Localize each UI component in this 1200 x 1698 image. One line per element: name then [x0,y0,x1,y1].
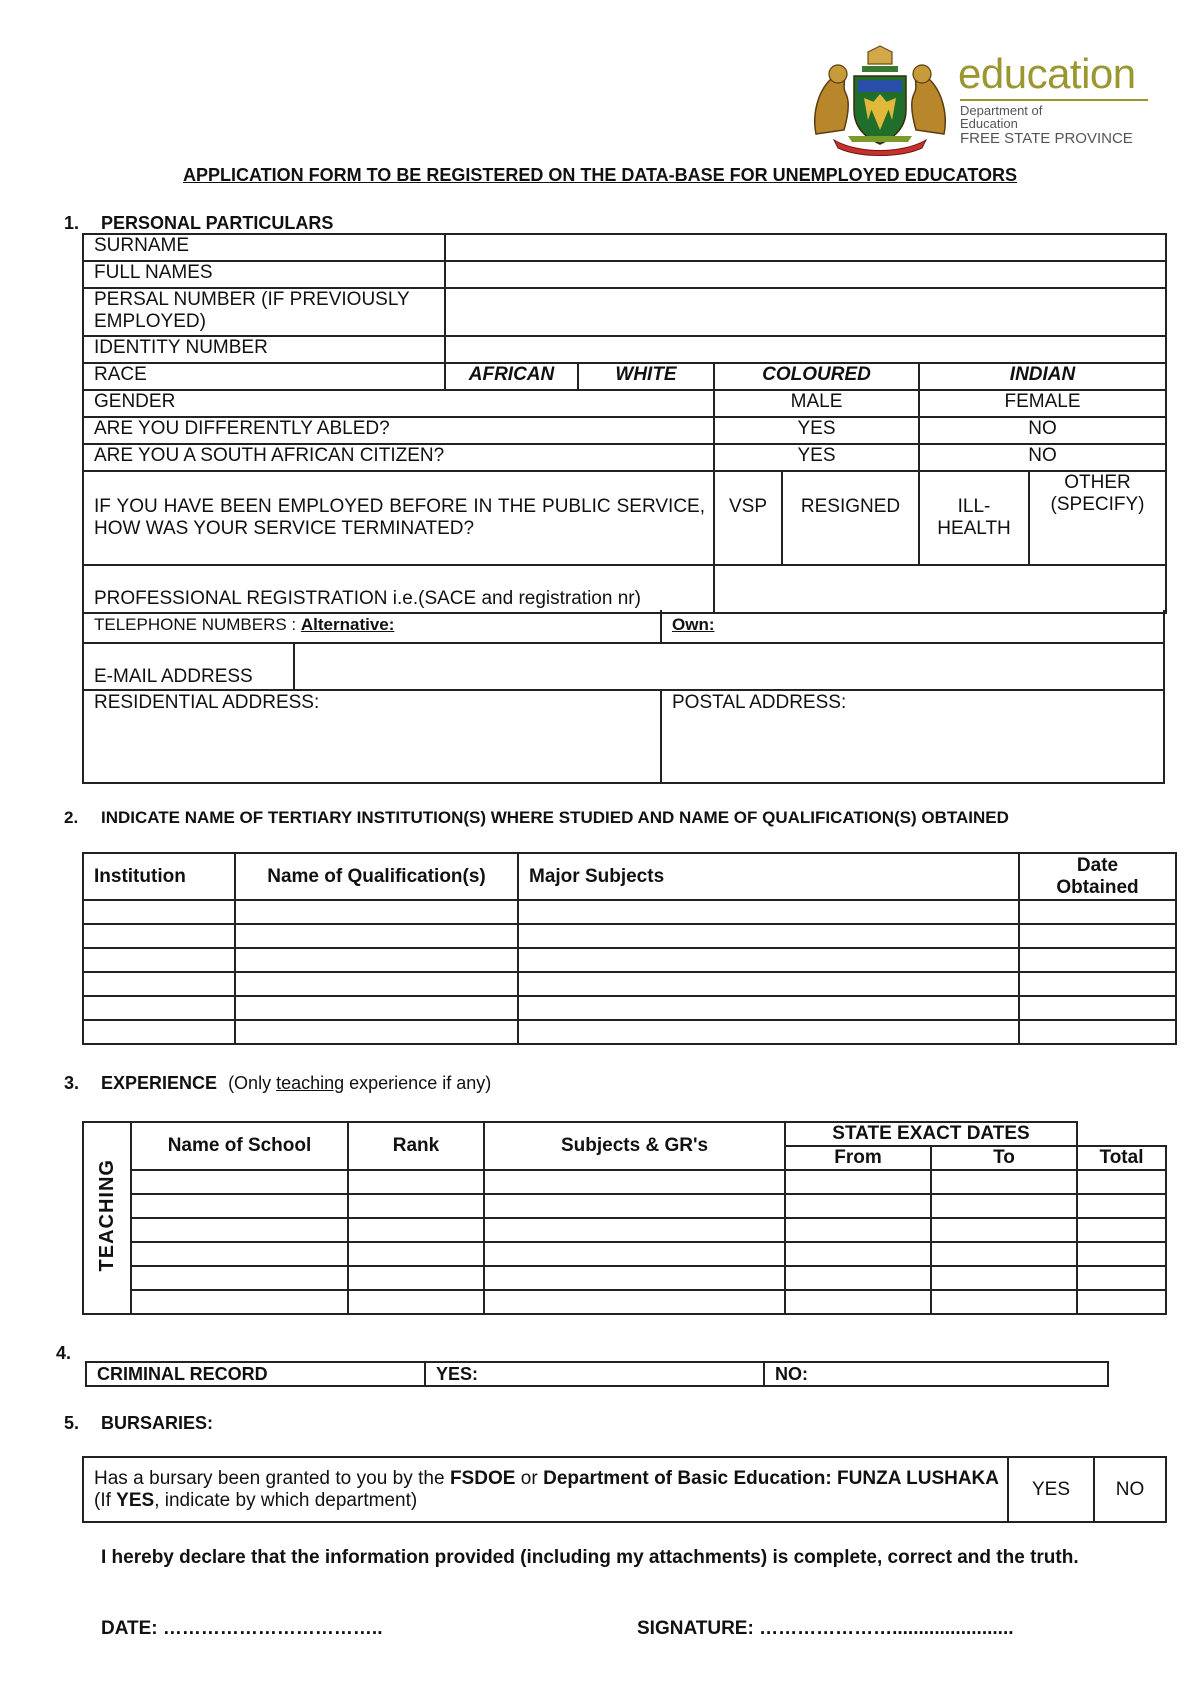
table-cell[interactable] [484,1242,785,1266]
col-from: From [785,1146,931,1170]
table-cell[interactable] [518,924,1019,948]
section3-number: 3. [64,1073,80,1093]
col-rank: Rank [348,1122,484,1170]
table-row [83,1242,1166,1266]
table-cell[interactable] [484,1170,785,1194]
section3-subtitle-pre: (Only [228,1073,277,1093]
bursary-question [83,1457,1008,1522]
bursary-q-post: , indicate by which department) [154,1489,418,1511]
email-label: E-MAIL ADDRESS [94,666,253,687]
gender-label: GENDER [83,390,714,417]
table-row [83,996,1176,1020]
table-cell[interactable] [131,1242,348,1266]
persal-input[interactable] [456,289,1155,311]
telephone-own-label: Own: [672,615,715,634]
full-names-field[interactable] [445,261,1166,288]
qualifications-table [82,852,1177,1045]
address-row [84,691,1163,782]
telephone-alternative-label: Alternative: [300,615,395,634]
table-row [83,972,1176,996]
table-cell[interactable] [931,1170,1077,1194]
col-institution: Institution [83,853,235,900]
table-cell[interactable] [131,1218,348,1242]
section1-number: 1. [64,213,80,233]
table-cell[interactable] [931,1290,1077,1314]
table-cell[interactable] [1019,924,1176,948]
table-row [83,1266,1166,1290]
gender-option-male[interactable]: MALE [714,390,919,417]
experience-header-row1 [83,1122,1166,1146]
residential-address-label: RESIDENTIAL ADDRESS: [94,692,320,713]
bursary-yes-option[interactable]: YES [1008,1457,1094,1522]
bursary-q-pre: Has a bursary been granted to you by the [94,1467,450,1489]
criminal-record-table [85,1361,1109,1387]
table-cell[interactable] [931,1242,1077,1266]
table-cell[interactable] [785,1242,931,1266]
contact-block [82,610,1165,784]
table-row [83,900,1176,924]
table-cell[interactable] [1077,1218,1166,1242]
section1-title: PERSONAL PARTICULARS [101,213,334,233]
criminal-record-no[interactable]: NO: [764,1362,1108,1386]
qualifications-header-row [83,853,1176,900]
race-label: RACE [83,363,445,390]
table-row [83,948,1176,972]
race-option-indian[interactable]: INDIAN [919,363,1166,390]
gender-option-female[interactable]: FEMALE [919,390,1166,417]
table-cell[interactable] [785,1194,931,1218]
table-cell[interactable] [1077,1290,1166,1314]
table-cell[interactable] [348,1218,484,1242]
table-cell[interactable] [518,948,1019,972]
email-input[interactable] [300,646,1155,684]
table-cell[interactable] [83,948,235,972]
table-cell[interactable] [348,1170,484,1194]
table-cell[interactable] [1019,948,1176,972]
table-cell[interactable] [235,972,518,996]
empty-header-cell [1077,1122,1166,1146]
identity-input[interactable] [456,337,1155,359]
table-row [83,924,1176,948]
table-cell[interactable] [1077,1266,1166,1290]
table-cell[interactable] [518,1020,1019,1044]
table-cell[interactable] [1077,1194,1166,1218]
signature-line[interactable]: SIGNATURE: …………………....................... [637,1618,1014,1639]
table-cell[interactable] [484,1290,785,1314]
table-cell[interactable] [348,1194,484,1218]
state-exact-dates-header: STATE EXACT DATES [785,1122,1077,1146]
bursary-q-fsdoe: FSDOE [449,1467,516,1489]
table-cell[interactable] [931,1218,1077,1242]
table-cell[interactable] [785,1266,931,1290]
disabled-no-option[interactable]: NO [919,417,1166,444]
table-cell[interactable] [83,1020,235,1044]
col-name-of-school: Name of School [131,1122,348,1170]
col-qualification: Name of Qualification(s) [235,853,518,900]
table-row [83,1020,1176,1044]
citizen-question: ARE YOU A SOUTH AFRICAN CITIZEN? [83,444,714,471]
table-cell[interactable] [348,1290,484,1314]
table-cell[interactable] [931,1266,1077,1290]
table-cell[interactable] [931,1194,1077,1218]
section4-number: 4. [56,1343,72,1363]
table-cell[interactable] [484,1266,785,1290]
section3-title: EXPERIENCE [101,1073,218,1093]
table-cell[interactable] [83,900,235,924]
table-cell[interactable] [785,1218,931,1242]
email-row [84,642,1163,691]
section5-number: 5. [64,1413,80,1433]
termination-option-vsp[interactable]: VSP [715,472,783,564]
race-option-african[interactable]: AFRICAN [445,363,578,390]
surname-input[interactable] [456,235,1155,257]
surname-label: SURNAME [83,234,445,261]
col-subjects-grades: Subjects & GR's [484,1122,785,1170]
table-cell[interactable] [83,924,235,948]
table-cell[interactable] [235,924,518,948]
section5-title: BURSARIES: [101,1413,214,1433]
col-to: To [931,1146,1077,1170]
department-logo [808,44,1158,156]
table-cell[interactable] [1019,972,1176,996]
table-cell[interactable] [83,972,235,996]
termination-question: IF YOU HAVE BEEN EMPLOYED BEFORE IN THE PUBLIC SERVICE, HOW WAS YOUR SERVICE TERMINATED? [83,471,714,565]
table-cell[interactable] [484,1194,785,1218]
col-total: Total [1077,1146,1166,1170]
logo-wordmark: education [958,50,1136,97]
table-cell[interactable] [131,1170,348,1194]
table-row [83,1194,1166,1218]
personal-particulars-table [82,233,1167,614]
table-cell[interactable] [235,1020,518,1044]
citizen-no-option[interactable]: NO [919,444,1166,471]
table-row [83,1218,1166,1242]
logo-dept-line2: Education [960,116,1018,131]
table-cell[interactable] [131,1194,348,1218]
full-names-input[interactable] [456,262,1155,284]
table-row [83,1290,1166,1314]
section2-title: INDICATE NAME OF TERTIARY INSTITUTION(S) WHERE STUDIED AND NAME OF QUALIFICATION(S) OBTAINED [101,808,1009,827]
postal-address-label: POSTAL ADDRESS: [672,692,847,713]
bursary-q-mid2: (If [94,1489,117,1511]
race-option-coloured[interactable]: COLOURED [714,363,919,390]
identity-label: IDENTITY NUMBER [83,336,445,363]
logo-dept-line1: Department of [960,103,1043,118]
date-line[interactable]: DATE: …………………………….. [101,1618,383,1639]
termination-option-ill-health[interactable]: ILL-HEALTH [919,471,1029,565]
table-cell[interactable] [348,1266,484,1290]
table-cell[interactable] [484,1218,785,1242]
termination-options-group [714,471,919,565]
table-cell[interactable] [131,1290,348,1314]
table-cell[interactable] [1019,900,1176,924]
professional-reg-label: PROFESSIONAL REGISTRATION i.e.(SACE and registration nr) [83,565,714,613]
professional-reg-input[interactable] [725,566,1155,588]
teaching-side-label: TEACHING [96,1158,118,1272]
termination-option-other[interactable]: OTHER (SPECIFY) [1029,471,1166,565]
bursary-q-mid: or [515,1467,544,1489]
table-cell[interactable] [131,1266,348,1290]
full-names-label: FULL NAMES [83,261,445,288]
logo-divider [960,99,1148,101]
table-row [83,1170,1166,1194]
surname-field[interactable] [445,234,1166,261]
disabled-question: ARE YOU DIFFERENTLY ABLED? [83,417,714,444]
bursary-q-dbe: Department of Basic Education: FUNZA LUSHAKA [543,1467,1000,1489]
table-cell[interactable] [785,1170,931,1194]
section3-heading [101,1073,491,1094]
race-option-white[interactable]: WHITE [578,363,714,390]
persal-label: PERSAL NUMBER (IF PREVIOUSLY EMPLOYED) [83,288,445,336]
table-cell[interactable] [518,996,1019,1020]
table-cell[interactable] [1019,996,1176,1020]
table-cell[interactable] [235,900,518,924]
table-cell[interactable] [785,1290,931,1314]
table-cell[interactable] [1077,1242,1166,1266]
criminal-record-yes[interactable]: YES: [425,1362,764,1386]
identity-field[interactable] [445,336,1166,363]
termination-option-resigned[interactable]: RESIGNED [800,496,901,517]
persal-field[interactable] [445,288,1166,336]
address-divider [660,691,662,782]
section3-subtitle-post: experience if any) [344,1073,492,1093]
logo-province: FREE STATE PROVINCE [960,130,1133,147]
page-title: APPLICATION FORM TO BE REGISTERED ON THE DATA-BASE FOR UNEMPLOYED EDUCATORS [182,165,1018,185]
telephone-divider [660,610,662,642]
table-cell[interactable] [1077,1170,1166,1194]
bursary-q-yes: YES [116,1489,155,1511]
teaching-side-label-cell [83,1122,131,1314]
email-divider [293,642,295,689]
table-cell[interactable] [235,996,518,1020]
citizen-yes-option[interactable]: YES [714,444,919,471]
criminal-record-label: CRIMINAL RECORD [86,1362,425,1386]
section2-number: 2. [64,808,79,827]
telephone-row [84,610,1163,644]
disabled-yes-option[interactable]: YES [714,417,919,444]
table-cell[interactable] [518,900,1019,924]
table-cell[interactable] [1019,1020,1176,1044]
professional-reg-field[interactable] [714,565,1166,613]
declaration-text: I hereby declare that the information provided (including my attachments) is complete, correct and the truth. [101,1547,1079,1568]
table-cell[interactable] [348,1242,484,1266]
table-cell[interactable] [518,972,1019,996]
experience-table [82,1121,1167,1315]
col-major-subjects: Major Subjects [518,853,1019,900]
section3-subtitle-underline: teaching [276,1073,345,1093]
table-cell[interactable] [83,996,235,1020]
telephone-label: TELEPHONE NUMBERS : [94,615,297,634]
table-cell[interactable] [235,948,518,972]
coat-of-arms-icon [808,44,952,156]
bursary-no-option[interactable]: NO [1094,1457,1166,1522]
col-date-obtained: Date Obtained [1019,853,1176,900]
bursary-table [82,1456,1167,1523]
